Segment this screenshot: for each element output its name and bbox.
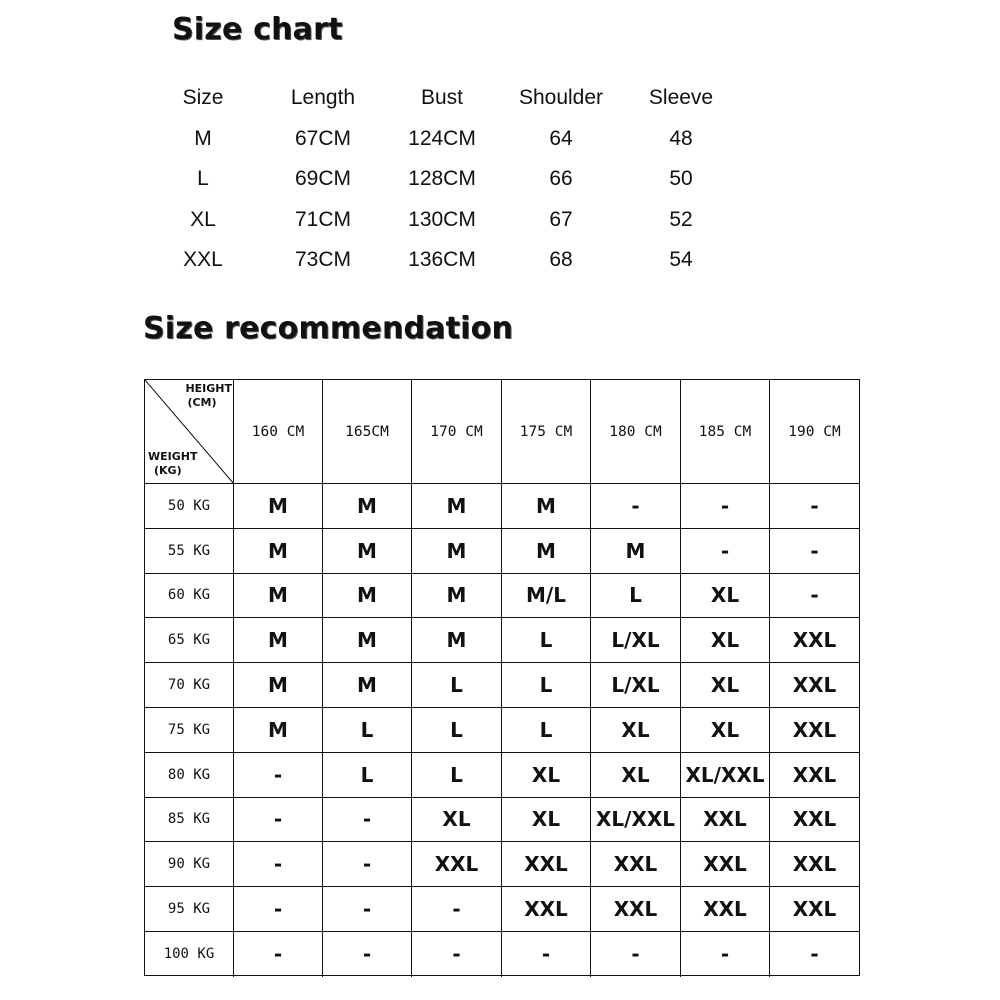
- size-recommendation-cell: M: [323, 484, 412, 529]
- size-recommendation-cell: -: [770, 574, 859, 619]
- size-chart-cell: XL: [190, 207, 216, 231]
- height-header-cell: 185 CM: [681, 380, 770, 484]
- size-recommendation-cell: -: [412, 887, 502, 932]
- size-recommendation-cell: -: [591, 932, 681, 977]
- size-recommendation-cell: -: [323, 887, 412, 932]
- height-header-cell: 165CM: [323, 380, 412, 484]
- size-recommendation-cell: L: [412, 708, 502, 753]
- size-recommendation-cell: M: [234, 484, 323, 529]
- size-recommendation-cell: -: [502, 932, 591, 977]
- height-header-cell: 180 CM: [591, 380, 681, 484]
- corner-header-cell: [145, 380, 234, 484]
- size-recommendation-cell: L/XL: [591, 663, 681, 708]
- size-recommendation-cell: M: [591, 529, 681, 574]
- size-chart-cell: 54: [669, 248, 693, 272]
- size-recommendation-cell: XXL: [502, 887, 591, 932]
- size-recommendation-cell: -: [323, 932, 412, 977]
- size-recommendation-cell: -: [323, 798, 412, 843]
- size-recommendation-cell: XXL: [770, 753, 859, 798]
- size-recommendation-cell: -: [323, 842, 412, 887]
- weight-unit: (KG): [154, 464, 182, 477]
- size-chart-row: [143, 159, 743, 200]
- size-chart-cell: XXL: [183, 248, 223, 272]
- size-recommendation-cell: M: [234, 574, 323, 619]
- size-recommendation-cell: L: [412, 663, 502, 708]
- size-recommendation-cell: M: [412, 529, 502, 574]
- size-recommendation-cell: L: [323, 753, 412, 798]
- size-recommendation-cell: XL/XXL: [591, 798, 681, 843]
- size-recommendation-cell: -: [412, 932, 502, 977]
- size-recommendation-cell: L/XL: [591, 618, 681, 663]
- size-recommendation-cell: M: [412, 574, 502, 619]
- size-chart-header-cell: Sleeve: [648, 86, 714, 110]
- weight-header-cell: 100 KG: [145, 932, 234, 977]
- size-chart-cell: 71CM: [294, 207, 352, 231]
- size-chart-cell: 50: [669, 167, 693, 191]
- size-recommendation-cell: XXL: [591, 887, 681, 932]
- size-recommendation-cell: M/L: [502, 574, 591, 619]
- size-chart-header-cell: Size: [182, 86, 224, 110]
- size-chart-cell: 67: [549, 207, 573, 231]
- weight-header-cell: 90 KG: [145, 842, 234, 887]
- size-recommendation-cell: XXL: [770, 887, 859, 932]
- size-recommendation-cell: XXL: [681, 798, 770, 843]
- size-recommendation-cell: -: [234, 932, 323, 977]
- size-recommendation-cell: -: [770, 484, 859, 529]
- size-chart-row: [143, 240, 743, 281]
- size-chart-header-cell: Shoulder: [518, 86, 604, 110]
- size-recommendation-cell: -: [234, 753, 323, 798]
- size-recommendation-cell: XL: [591, 753, 681, 798]
- size-chart-header-row: [143, 78, 743, 119]
- size-recommendation-cell: M: [234, 529, 323, 574]
- size-recommendation-cell: XXL: [591, 842, 681, 887]
- weight-header-cell: 70 KG: [145, 663, 234, 708]
- size-recommendation-cell: L: [502, 708, 591, 753]
- size-recommendation-cell: XL: [502, 798, 591, 843]
- size-recommendation-cell: M: [323, 663, 412, 708]
- size-recommendation-cell: -: [681, 932, 770, 977]
- size-recommendation-cell: L: [412, 753, 502, 798]
- size-recommendation-cell: L: [323, 708, 412, 753]
- weight-header-cell: 55 KG: [145, 529, 234, 574]
- size-chart-cell: 128CM: [408, 167, 476, 191]
- size-recommendation-cell: XXL: [770, 618, 859, 663]
- size-recommendation-cell: -: [810, 942, 819, 967]
- size-recommendation-cell: M: [323, 529, 412, 574]
- size-recommendation-cell: -: [234, 798, 323, 843]
- weight-header-cell: 60 KG: [145, 574, 234, 619]
- size-chart-cell: 136CM: [408, 248, 476, 272]
- size-chart-header-cell: Length: [290, 86, 356, 110]
- height-header-cell: 190 CM: [770, 380, 859, 484]
- size-recommendation-cell: -: [681, 529, 770, 574]
- size-recommendation-cell: M: [502, 529, 591, 574]
- size-recommendation-cell: M: [234, 708, 323, 753]
- size-recommendation-cell: M: [323, 618, 412, 663]
- size-recommendation-cell: -: [770, 529, 859, 574]
- weight-header-cell: 95 KG: [145, 887, 234, 932]
- size-recommendation-cell: M: [234, 663, 323, 708]
- size-recommendation-title: Size recommendation: [143, 311, 514, 346]
- size-chart-cell: 67CM: [294, 126, 352, 150]
- size-recommendation-cell: XXL: [770, 842, 859, 887]
- size-chart-cell: 66: [549, 167, 573, 191]
- size-recommendation-cell: M: [234, 618, 323, 663]
- size-recommendation-cell: XL: [502, 753, 591, 798]
- size-recommendation-cell: L: [591, 574, 681, 619]
- size-chart-cell: 124CM: [408, 126, 476, 150]
- size-recommendation-cell: M: [323, 574, 412, 619]
- size-chart-title: Size chart: [172, 12, 343, 47]
- size-recommendation-cell: XXL: [770, 708, 859, 753]
- size-chart-cell: 68: [549, 248, 573, 272]
- size-recommendation-cell: -: [234, 887, 323, 932]
- size-chart-cell: 48: [669, 126, 693, 150]
- size-recommendation-cell: -: [681, 484, 770, 529]
- height-header-cell: 170 CM: [412, 380, 502, 484]
- weight-header-cell: 50 KG: [145, 484, 234, 529]
- weight-header-cell: 65 KG: [145, 618, 234, 663]
- size-recommendation-cell: XL: [681, 663, 770, 708]
- height-unit: (CM): [187, 396, 217, 409]
- height-axis-label: [185, 382, 232, 410]
- height-label: HEIGHT: [185, 382, 232, 395]
- weight-header-cell: 85 KG: [145, 798, 234, 843]
- height-header-cell: 160 CM: [234, 380, 323, 484]
- size-chart-row: [143, 200, 743, 241]
- size-recommendation-cell: XL: [412, 798, 502, 843]
- height-header-cell: 175 CM: [502, 380, 591, 484]
- size-chart-cell: 73CM: [294, 248, 352, 272]
- weight-header-cell: 75 KG: [145, 708, 234, 753]
- size-chart-cell: M: [194, 126, 212, 150]
- size-recommendation-cell: -: [591, 484, 681, 529]
- size-recommendation-cell: M: [412, 484, 502, 529]
- size-recommendation-table: [144, 379, 860, 976]
- size-recommendation-cell: XL: [591, 708, 681, 753]
- size-recommendation-cell: XXL: [502, 842, 591, 887]
- size-chart-cell: 64: [549, 126, 573, 150]
- weight-label: WEIGHT: [148, 450, 198, 463]
- size-chart-table: [143, 78, 743, 281]
- size-chart-cell: 52: [669, 207, 693, 231]
- size-chart-cell: 130CM: [408, 207, 476, 231]
- size-recommendation-cell: XL: [681, 574, 770, 619]
- size-chart-row: [143, 119, 743, 160]
- size-chart-header-cell: Bust: [420, 86, 464, 110]
- size-recommendation-cell: XL: [681, 618, 770, 663]
- size-recommendation-cell: XXL: [681, 887, 770, 932]
- size-recommendation-cell: XXL: [681, 842, 770, 887]
- size-recommendation-cell: XL: [681, 708, 770, 753]
- size-recommendation-cell: L: [502, 663, 591, 708]
- weight-axis-label: [148, 450, 197, 478]
- size-recommendation-cell: M: [502, 484, 591, 529]
- size-chart-cell: L: [197, 167, 209, 191]
- weight-header-cell: 80 KG: [145, 753, 234, 798]
- size-recommendation-cell: L: [502, 618, 591, 663]
- size-recommendation-cell: XL/XXL: [681, 753, 770, 798]
- size-recommendation-cell: M: [412, 618, 502, 663]
- size-recommendation-cell: XXL: [770, 798, 859, 843]
- size-recommendation-cell: XXL: [770, 663, 859, 708]
- size-recommendation-cell: -: [234, 842, 323, 887]
- size-recommendation-cell: XXL: [412, 842, 502, 887]
- size-chart-cell: 69CM: [294, 167, 352, 191]
